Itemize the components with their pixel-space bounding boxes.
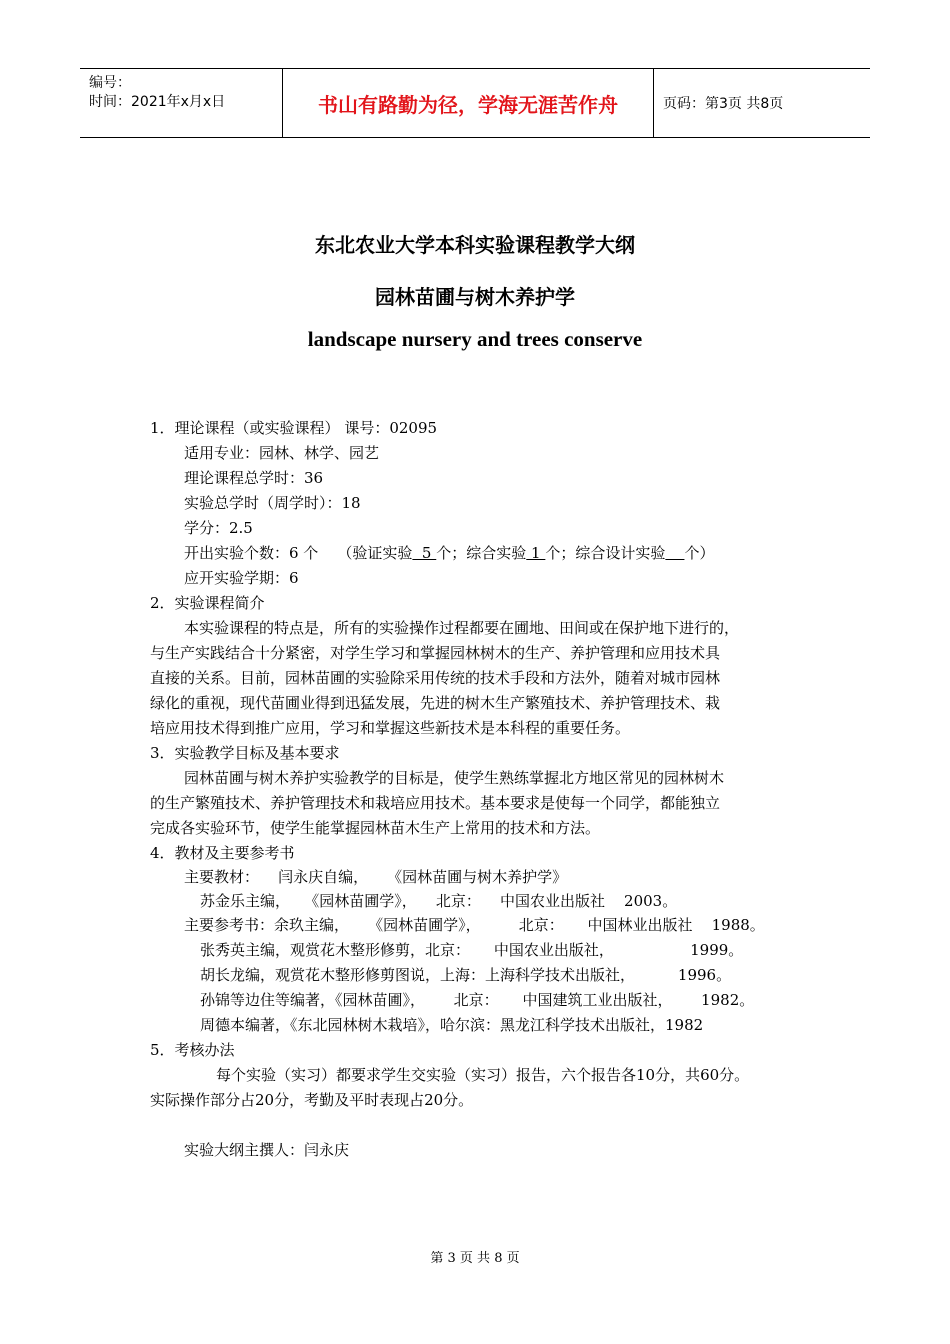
reference-item: 主要参考书：余玖主编， 《园林苗圃学》， 北京： 中国林业出版社 1988。 bbox=[184, 916, 765, 934]
university-title: 东北农业大学本科实验课程教学大纲 bbox=[315, 233, 635, 257]
section2-line: 与生产实践结合十分紧密，对学生学习和掌握园林树木的生产、养护管理和应用技术具 bbox=[150, 644, 721, 662]
syllabus-author: 实验大纲主撰人：闫永庆 bbox=[184, 1141, 350, 1159]
section5-line: 实际操作部分占20分，考勤及平时表现占20分。 bbox=[150, 1091, 474, 1109]
lab-hours: 实验总学时（周学时）：18 bbox=[184, 494, 361, 512]
exp-mid1: 个；综合实验 bbox=[436, 544, 527, 562]
page-footer: 第 3 页 共 8 页 bbox=[430, 1251, 520, 1266]
semester: 应开实验学期：6 bbox=[184, 569, 299, 587]
section3-line: 的生产繁殖技术、养护管理技术和栽培应用技术。基本要求是使每一个同学，都能独立 bbox=[150, 794, 721, 812]
credits: 学分：2.5 bbox=[184, 519, 253, 537]
section1-heading: 1．理论课程（或实验课程） 课号：02095 bbox=[150, 419, 438, 437]
theory-hours: 理论课程总学时：36 bbox=[184, 469, 324, 487]
section3-heading: 3．实验教学目标及基本要求 bbox=[150, 744, 340, 762]
exp-end: 个） bbox=[684, 544, 715, 562]
page-info: 页码：第3页 共8页 bbox=[663, 96, 784, 112]
time-label: 时间：2021年x月x日 bbox=[89, 94, 226, 110]
motto: 书山有路勤为径，学海无涯苦作舟 bbox=[283, 69, 654, 137]
number-label: 编号： bbox=[89, 75, 131, 91]
course-title-en: landscape nursery and trees conserve bbox=[307, 327, 643, 351]
main-textbook-2: 苏金乐主编， 《园林苗圃学》， 北京： 中国农业出版社 2003。 bbox=[200, 892, 678, 910]
reference-item: 周德本编著，《东北园林树木栽培》，哈尔滨：黑龙江科学技术出版社，1982 bbox=[200, 1016, 704, 1034]
main-textbook: 主要教材： 闫永庆自编， 《园林苗圃与树木养护学》 bbox=[184, 868, 568, 886]
exp-mid2: 个；综合设计实验 bbox=[545, 544, 666, 562]
section2-line: 绿化的重视，现代苗圃业得到迅猛发展，先进的树木生产繁殖技术、养护管理技术、栽 bbox=[150, 694, 721, 712]
section2-line: 培应用技术得到推广应用，学习和掌握这些新技术是本科程的重要任务。 bbox=[150, 719, 631, 737]
reference-item: 胡长龙编，观赏花木整形修剪图说，上海：上海科学技术出版社， 1996。 bbox=[200, 966, 732, 984]
section3-line: 园林苗圃与树木养护实验教学的目标是，使学生熟练掌握北方地区常见的园林树木 bbox=[184, 769, 725, 787]
section5-line: 每个实验（实习）都要求学生交实验（实习）报告，六个报告各10分，共60分。 bbox=[216, 1066, 750, 1084]
section2-line: 直接的关系。目前，园林苗圃的实验除采用传统的技术手段和方法外，随着对城市园林 bbox=[150, 669, 721, 687]
section4-heading: 4．教材及主要参考书 bbox=[150, 844, 295, 862]
comprehensive-count: 1 bbox=[526, 544, 546, 562]
exp-count-prefix: 开出实验个数：6 个 （验证实验 bbox=[184, 544, 413, 562]
section5-heading: 5．考核办法 bbox=[150, 1041, 235, 1059]
section3-line: 完成各实验环节，使学生能掌握园林苗木生产上常用的技术和方法。 bbox=[150, 819, 601, 837]
header-meta-cell bbox=[80, 69, 283, 137]
reference-item: 孙锦等边住等编著，《园林苗圃》， 北京： 中国建筑工业出版社， 1982。 bbox=[200, 991, 755, 1009]
course-title-cn: 园林苗圃与树木养护学 bbox=[375, 285, 575, 309]
design-count bbox=[665, 544, 684, 562]
reference-item: 张秀英主编，观赏花木整形修剪，北京： 中国农业出版社， 1999。 bbox=[200, 941, 744, 959]
section2-line: 本实验课程的特点是，所有的实验操作过程都要在圃地、田间或在保护地下进行的， bbox=[184, 619, 740, 637]
experiment-count bbox=[184, 543, 714, 563]
applicable-major: 适用专业：园林、林学、园艺 bbox=[184, 444, 380, 462]
section2-heading: 2．实验课程简介 bbox=[150, 594, 265, 612]
page-header bbox=[80, 68, 870, 138]
verify-count: 5 bbox=[412, 544, 437, 562]
